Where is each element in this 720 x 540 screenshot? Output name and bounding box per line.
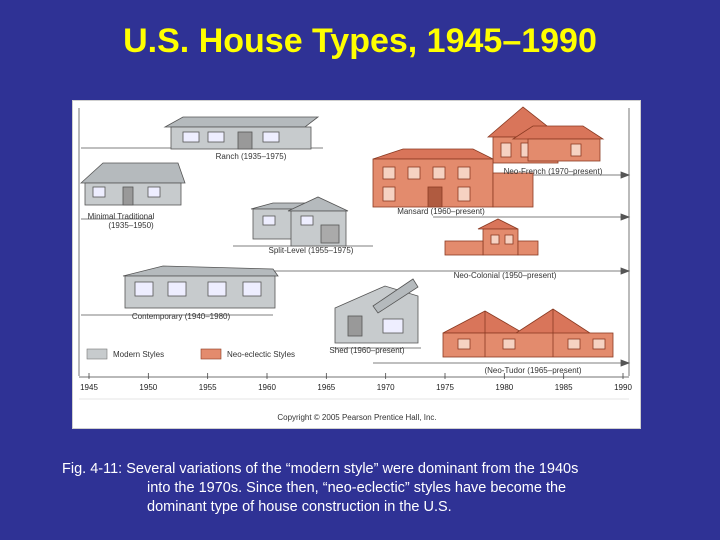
shed-house-illustration	[335, 279, 418, 343]
minimal-traditional-house-illustration	[81, 163, 185, 205]
year-tick-label: 1950	[139, 383, 158, 392]
year-tick-label: 1980	[495, 383, 514, 392]
year-axis	[80, 373, 632, 392]
figure-caption	[62, 460, 672, 517]
year-tick-label: 1955	[198, 383, 217, 392]
legend-swatch-neo-eclectic	[201, 349, 221, 359]
label-mansard: Mansard (1960–present)	[397, 207, 485, 216]
contemporary-house-illustration	[123, 266, 278, 308]
neo-french-house-illustration	[488, 107, 603, 163]
house-types-figure	[72, 100, 641, 429]
year-tick-label: 1965	[317, 383, 336, 392]
caption-line-1: Fig. 4-11: Several variations of the “modern style” were dominant from the 1940s	[62, 461, 579, 477]
label-shed: Shed (1960–present)	[329, 346, 405, 355]
label-minimal-traditional-line1: Minimal Traditional	[87, 212, 155, 221]
label-contemporary: Contemporary (1940–1980)	[131, 312, 231, 321]
neo-tudor-house-illustration	[443, 309, 613, 357]
neo-colonial-house-illustration	[445, 219, 538, 255]
house-types-diagram	[73, 101, 640, 428]
ranch-house-illustration	[165, 117, 318, 149]
label-neo-colonial: Neo-Colonial (1950–present)	[453, 271, 557, 280]
label-neo-tudor: (Neo-Tudor (1965–present)	[484, 366, 582, 375]
year-tick-label: 1990	[614, 383, 632, 392]
slide-title: U.S. House Types, 1945–1990	[123, 22, 597, 60]
legend-swatch-modern	[87, 349, 107, 359]
copyright-text: Copyright © 2005 Pearson Prentice Hall, Inc.	[277, 413, 437, 422]
split-level-house-illustration	[251, 197, 348, 246]
year-tick-label: 1985	[554, 383, 573, 392]
label-ranch: Ranch (1935–1975)	[215, 152, 287, 161]
label-neo-french: Neo-French (1970–present)	[503, 167, 603, 176]
year-tick-label: 1960	[258, 383, 276, 392]
caption-line-3: dominant type of house construction in the U.S.	[147, 499, 452, 515]
caption-line-2: into the 1970s. Since then, “neo-eclectic” styles have become the	[147, 480, 567, 496]
year-tick-label: 1945	[80, 383, 98, 392]
legend-label-neo-eclectic: Neo-eclectic Styles	[227, 350, 296, 359]
year-tick-label: 1970	[376, 383, 395, 392]
label-split-level: Split-Level (1955–1975)	[268, 246, 354, 255]
legend-label-modern: Modern Styles	[113, 350, 165, 359]
year-tick-label: 1975	[436, 383, 454, 392]
label-minimal-traditional-line2: (1935–1950)	[108, 221, 154, 230]
